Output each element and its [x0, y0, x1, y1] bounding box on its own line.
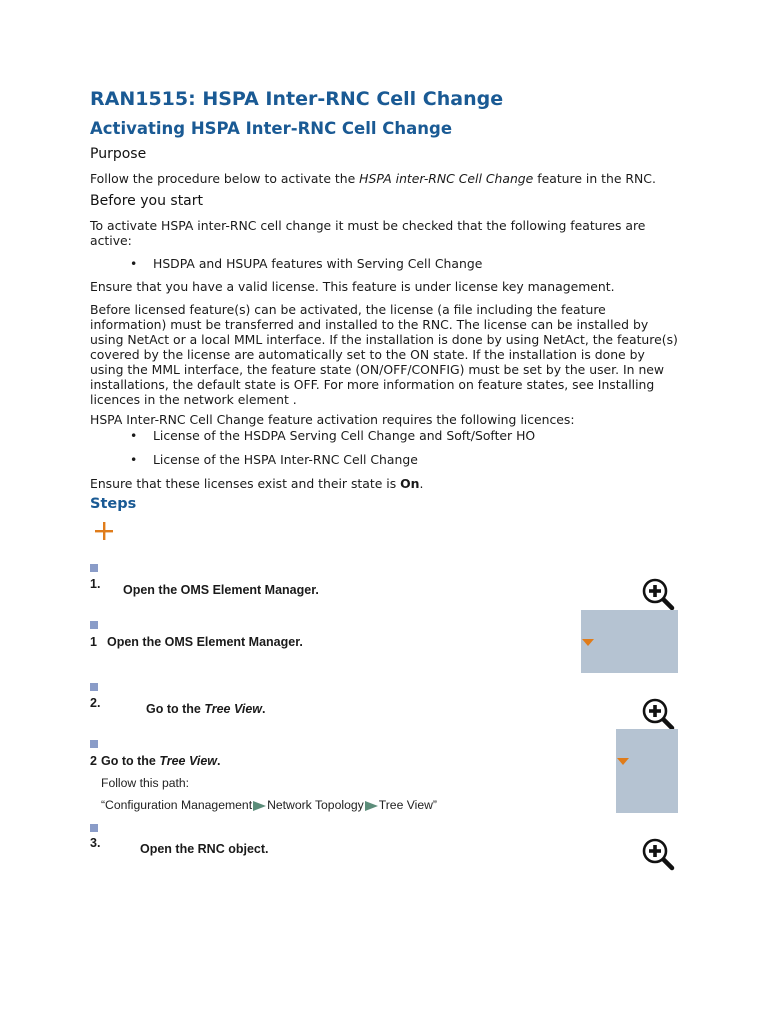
step-3-title[interactable]: Open the RNC object. — [140, 842, 269, 856]
before-intro: To activate HSPA inter-RNC cell change it must be checked that the following features are active: — [90, 218, 646, 248]
square-marker-icon — [90, 740, 98, 748]
step-2-detail-title — [101, 754, 221, 768]
navigation-path — [101, 798, 437, 812]
dropdown-triangle-icon[interactable] — [582, 639, 594, 646]
plus-icon[interactable] — [93, 520, 115, 542]
follow-path-label: Follow this path: — [101, 776, 190, 790]
path-arrow-icon — [365, 801, 378, 811]
path-arrow-icon — [253, 801, 266, 811]
step-detail-panel — [581, 610, 678, 673]
licence-list-item-text: License of the HSPA Inter-RNC Cell Change — [153, 452, 418, 467]
purpose-text — [90, 171, 680, 186]
licences-intro: HSPA Inter-RNC Cell Change feature activation requires the following licences: — [90, 412, 575, 427]
square-marker-icon — [90, 621, 98, 629]
step-1-title[interactable]: Open the OMS Element Manager. — [123, 583, 319, 597]
section-title: Activating HSPA Inter-RNC Cell Change — [90, 119, 453, 138]
page-title: RAN1515: HSPA Inter-RNC Cell Change — [90, 88, 504, 110]
license-state-value: On — [400, 476, 420, 491]
step-number: 3. — [90, 836, 101, 850]
step-detail-number: 2 — [90, 754, 97, 768]
ensure-text-end: . — [419, 476, 424, 491]
before-you-start-heading: Before you start — [90, 193, 204, 209]
step-2-detail-start: Go to the — [101, 754, 160, 768]
step-detail-panel — [616, 729, 678, 813]
licensed-feature-paragraph: Before licensed feature(s) can be activated, the license (a file including the feature information) must be transferred and installed to the RNC. The license can be installed by using NetAct or a local MML interface. If the installation is done by using NetAct, the feature(s) covered by the license are automatically set to the ON state. If the installation is done by using the MML interface, the feature state (ON/OFF/CONFIG) must be set by the user. In new installations, the default state is OFF. For more information on feature states, see Installing licences in the network element . — [90, 302, 678, 407]
steps-heading: Steps — [90, 496, 137, 512]
bullet-icon: • — [130, 452, 138, 467]
tree-view-label: Tree View — [159, 754, 218, 768]
square-marker-icon — [90, 564, 98, 572]
license-note: Ensure that you have a valid license. This feature is under license key management. — [90, 279, 615, 294]
square-marker-icon — [90, 824, 98, 832]
purpose-text-end: feature in the RNC. — [533, 171, 656, 186]
step-detail-number: 1 — [90, 635, 97, 649]
path-segment: Tree View” — [378, 798, 437, 812]
zoom-in-icon[interactable] — [640, 577, 676, 611]
path-segment: Network Topology — [267, 798, 364, 812]
ensure-text-start: Ensure that these licenses exist and their state is — [90, 476, 401, 491]
step-number: 1. — [90, 577, 101, 591]
purpose-heading: Purpose — [90, 146, 147, 162]
ensure-licenses-text — [90, 476, 680, 491]
step-2-title[interactable] — [146, 702, 266, 716]
dropdown-triangle-icon[interactable] — [617, 758, 629, 765]
feature-list-item-text: HSDPA and HSUPA features with Serving Cell Change — [153, 256, 483, 271]
step-2-detail-end: . — [217, 754, 221, 768]
bullet-icon: • — [130, 256, 138, 271]
bullet-icon: • — [130, 428, 138, 443]
step-1-detail-title: Open the OMS Element Manager. — [107, 635, 303, 649]
zoom-in-icon[interactable] — [640, 837, 676, 871]
step-2-title-end: . — [262, 702, 266, 716]
square-marker-icon — [90, 683, 98, 691]
step-number: 2. — [90, 696, 101, 710]
path-segment: “Configuration Management — [101, 798, 253, 812]
licence-list-item-text: License of the HSDPA Serving Cell Change and Soft/Softer HO — [153, 428, 536, 443]
zoom-in-icon[interactable] — [640, 697, 676, 731]
feature-name: HSPA inter-RNC Cell Change — [359, 171, 534, 186]
purpose-text-start: Follow the procedure below to activate the — [90, 171, 360, 186]
tree-view-label: Tree View — [204, 702, 263, 716]
step-2-title-start: Go to the — [146, 702, 205, 716]
